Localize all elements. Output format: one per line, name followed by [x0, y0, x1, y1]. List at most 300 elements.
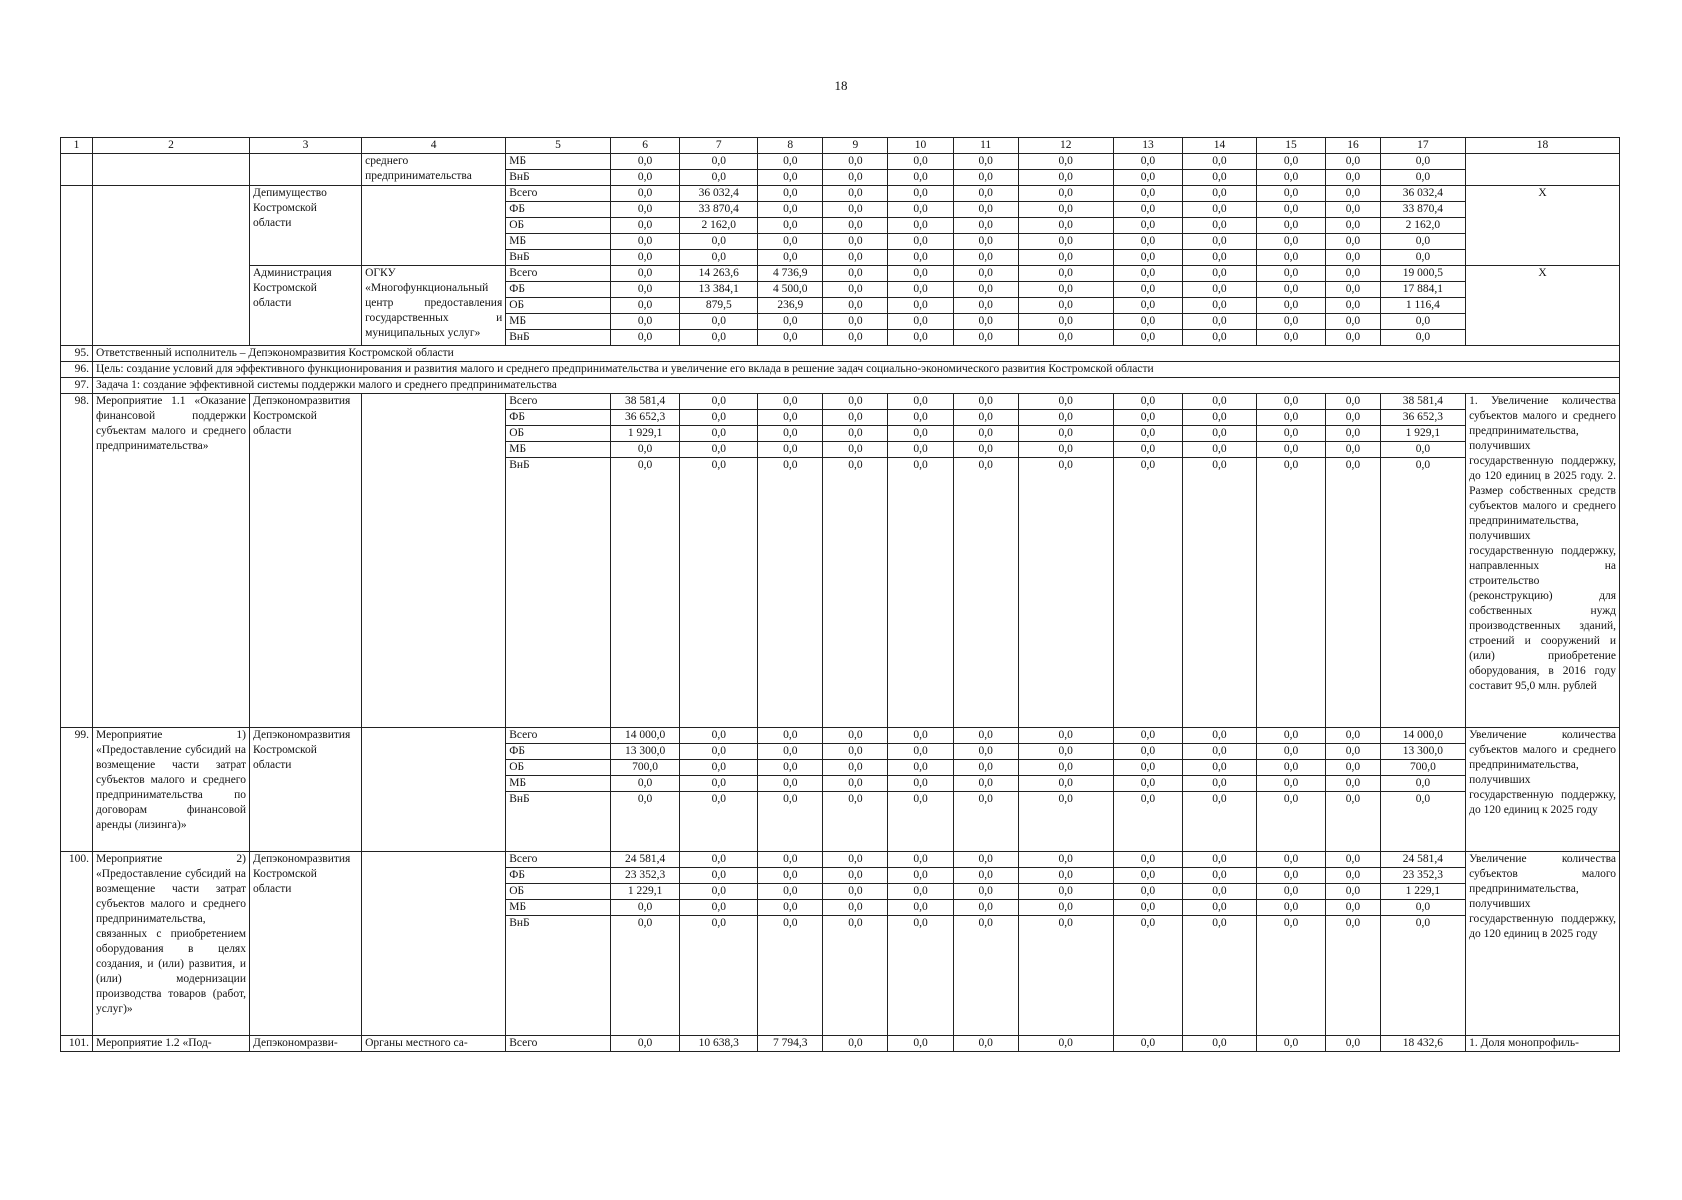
value-cell: 0,0: [680, 154, 758, 170]
column-header: 5: [506, 138, 611, 154]
result-cell: [1466, 154, 1620, 186]
column-header: 18: [1466, 138, 1620, 154]
value-cell: 0,0: [1380, 792, 1465, 852]
value-cell: 0,0: [1018, 792, 1113, 852]
result-cell: X: [1466, 186, 1620, 266]
budget-source: ФБ: [506, 282, 611, 298]
value-cell: 1 229,1: [610, 884, 679, 900]
value-cell: 0,0: [1256, 884, 1325, 900]
participant: [362, 852, 506, 1036]
value-cell: 0,0: [1183, 250, 1257, 266]
value-cell: 13 300,0: [1380, 744, 1465, 760]
value-cell: 0,0: [1256, 900, 1325, 916]
value-cell: 0,0: [1113, 394, 1182, 410]
value-cell: 0,0: [823, 458, 888, 728]
value-cell: 0,0: [953, 884, 1018, 900]
table-body: [61, 138, 1620, 1052]
value-cell: 0,0: [610, 1036, 679, 1052]
value-cell: 0,0: [823, 154, 888, 170]
value-cell: 0,0: [1256, 776, 1325, 792]
value-cell: 0,0: [1113, 186, 1182, 202]
value-cell: 0,0: [888, 760, 953, 776]
budget-source: Всего: [506, 728, 611, 744]
value-cell: 0,0: [1326, 314, 1380, 330]
column-header: 4: [362, 138, 506, 154]
value-cell: 0,0: [758, 426, 823, 442]
value-cell: 0,0: [758, 202, 823, 218]
budget-source: МБ: [506, 234, 611, 250]
value-cell: 0,0: [1380, 154, 1465, 170]
executor-cell: [249, 154, 361, 186]
value-cell: 700,0: [610, 760, 679, 776]
event-name: Мероприятие 1.2 «Под-: [93, 1036, 250, 1052]
value-cell: 0,0: [758, 916, 823, 1036]
value-cell: 0,0: [1113, 458, 1182, 728]
value-cell: 0,0: [610, 298, 679, 314]
value-cell: 0,0: [888, 884, 953, 900]
value-cell: 0,0: [1326, 728, 1380, 744]
value-cell: 0,0: [953, 916, 1018, 1036]
value-cell: 0,0: [680, 776, 758, 792]
value-cell: 0,0: [953, 426, 1018, 442]
value-cell: 0,0: [758, 394, 823, 410]
budget-source: ФБ: [506, 744, 611, 760]
row-number: 101.: [61, 1036, 93, 1052]
expected-result: 1. Доля монопрофиль-: [1466, 1036, 1620, 1052]
value-cell: 17 884,1: [1380, 282, 1465, 298]
value-cell: 0,0: [1326, 458, 1380, 728]
value-cell: 0,0: [610, 282, 679, 298]
budget-source: Всего: [506, 266, 611, 282]
value-cell: 1 116,4: [1380, 298, 1465, 314]
value-cell: 0,0: [610, 314, 679, 330]
value-cell: 0,0: [823, 868, 888, 884]
value-cell: 0,0: [823, 410, 888, 426]
value-cell: 0,0: [1113, 218, 1182, 234]
value-cell: 0,0: [1256, 760, 1325, 776]
value-cell: 0,0: [1183, 186, 1257, 202]
value-cell: 0,0: [823, 250, 888, 266]
participant-cell: среднего предпринимательства: [362, 154, 506, 186]
value-cell: 0,0: [953, 728, 1018, 744]
value-cell: 0,0: [1183, 234, 1257, 250]
value-cell: 0,0: [680, 916, 758, 1036]
value-cell: 0,0: [758, 234, 823, 250]
value-cell: 0,0: [1183, 442, 1257, 458]
result-cell: X: [1466, 266, 1620, 346]
budget-source: ВнБ: [506, 330, 611, 346]
value-cell: 0,0: [1183, 218, 1257, 234]
value-cell: 0,0: [953, 458, 1018, 728]
value-cell: 0,0: [1380, 170, 1465, 186]
row-number: 96.: [61, 362, 93, 378]
value-cell: 700,0: [1380, 760, 1465, 776]
value-cell: 0,0: [1018, 186, 1113, 202]
value-cell: 0,0: [1256, 250, 1325, 266]
value-cell: 0,0: [888, 442, 953, 458]
column-header: 7: [680, 138, 758, 154]
participant: Органы местного са-: [362, 1036, 506, 1052]
value-cell: 0,0: [758, 776, 823, 792]
value-cell: 0,0: [823, 186, 888, 202]
value-cell: 0,0: [758, 852, 823, 868]
value-cell: 0,0: [823, 170, 888, 186]
value-cell: 0,0: [823, 792, 888, 852]
table-row: [61, 154, 1620, 170]
value-cell: 0,0: [1380, 314, 1465, 330]
value-cell: 0,0: [680, 410, 758, 426]
budget-source: МБ: [506, 314, 611, 330]
value-cell: 0,0: [1113, 266, 1182, 282]
value-cell: 0,0: [1183, 330, 1257, 346]
value-cell: 0,0: [1113, 330, 1182, 346]
value-cell: 0,0: [1256, 426, 1325, 442]
value-cell: 0,0: [888, 394, 953, 410]
value-cell: 0,0: [758, 884, 823, 900]
value-cell: 0,0: [1380, 250, 1465, 266]
value-cell: 0,0: [888, 776, 953, 792]
value-cell: 0,0: [1113, 868, 1182, 884]
value-cell: 0,0: [1113, 314, 1182, 330]
budget-source: МБ: [506, 154, 611, 170]
value-cell: 0,0: [1183, 410, 1257, 426]
value-cell: 0,0: [1256, 218, 1325, 234]
value-cell: 0,0: [823, 442, 888, 458]
value-cell: 0,0: [888, 314, 953, 330]
event-name: Мероприятие 1.1 «Оказание финансовой поддержки субъектам малого и среднего предпринимательства»: [93, 394, 250, 728]
value-cell: 0,0: [1018, 330, 1113, 346]
value-cell: 0,0: [1326, 410, 1380, 426]
value-cell: 0,0: [680, 234, 758, 250]
value-cell: 0,0: [953, 868, 1018, 884]
value-cell: 0,0: [758, 744, 823, 760]
value-cell: 0,0: [888, 916, 953, 1036]
value-cell: 0,0: [1380, 776, 1465, 792]
value-cell: 0,0: [823, 744, 888, 760]
value-cell: 0,0: [1326, 298, 1380, 314]
value-cell: 0,0: [953, 234, 1018, 250]
value-cell: 0,0: [1113, 900, 1182, 916]
row-number: 97.: [61, 378, 93, 394]
value-cell: 0,0: [1018, 852, 1113, 868]
value-cell: 0,0: [1018, 410, 1113, 426]
value-cell: 0,0: [888, 234, 953, 250]
value-cell: 0,0: [680, 900, 758, 916]
value-cell: 236,9: [758, 298, 823, 314]
value-cell: 38 581,4: [1380, 394, 1465, 410]
column-header: 17: [1380, 138, 1465, 154]
budget-source: ВнБ: [506, 916, 611, 1036]
value-cell: 0,0: [1018, 868, 1113, 884]
value-cell: 0,0: [823, 776, 888, 792]
value-cell: 0,0: [1256, 728, 1325, 744]
value-cell: 0,0: [823, 760, 888, 776]
budget-source: ФБ: [506, 410, 611, 426]
value-cell: 0,0: [1326, 250, 1380, 266]
value-cell: 0,0: [758, 330, 823, 346]
value-cell: 0,0: [1183, 776, 1257, 792]
value-cell: 0,0: [680, 442, 758, 458]
value-cell: 0,0: [758, 868, 823, 884]
column-header: 9: [823, 138, 888, 154]
value-cell: 2 162,0: [1380, 218, 1465, 234]
value-cell: 0,0: [1113, 170, 1182, 186]
value-cell: 0,0: [953, 298, 1018, 314]
value-cell: 0,0: [1113, 442, 1182, 458]
table-row: [61, 852, 1620, 868]
row-number: 98.: [61, 394, 93, 728]
expected-result: 1. Увеличение количества субъектов малого и среднего предпринимательства, получивших государственную поддержку, до 120 единиц в 2025 году. 2. Размер собственных средств субъектов малого и среднего предпринимательства, получивших государственную поддержку, направленных на строительство (реконструкцию) для собственных нужд производственных зданий, строений и сооружений и (или) приобретение оборудования, в 2016 году составит 95,0 млн. рублей: [1466, 394, 1620, 728]
value-cell: 38 581,4: [610, 394, 679, 410]
value-cell: 0,0: [953, 394, 1018, 410]
value-cell: 0,0: [888, 410, 953, 426]
value-cell: 0,0: [1183, 728, 1257, 744]
value-cell: 0,0: [823, 1036, 888, 1052]
value-cell: 0,0: [1256, 314, 1325, 330]
value-cell: 0,0: [888, 186, 953, 202]
value-cell: 0,0: [1183, 900, 1257, 916]
value-cell: 0,0: [1113, 776, 1182, 792]
value-cell: 23 352,3: [610, 868, 679, 884]
executor: Депэкономразвития Костромской области: [249, 852, 361, 1036]
column-header: 11: [953, 138, 1018, 154]
value-cell: 0,0: [1018, 776, 1113, 792]
participant-cell: ОГКУ «Многофункциональный центр предоставления государственных и муниципальных услуг»: [362, 266, 506, 346]
event-name: Мероприятие 1) «Предоставление субсидий на возмещение части затрат субъектов малого и среднего предпринимательства по договорам финансовой аренды (лизинга)»: [93, 728, 250, 852]
value-cell: 0,0: [823, 314, 888, 330]
value-cell: 0,0: [1183, 298, 1257, 314]
budget-source: МБ: [506, 442, 611, 458]
table-row: [61, 266, 1620, 282]
value-cell: 33 870,4: [680, 202, 758, 218]
value-cell: 0,0: [1183, 394, 1257, 410]
budget-source: Всего: [506, 1036, 611, 1052]
value-cell: 0,0: [1018, 442, 1113, 458]
expected-result: Увеличение количества субъектов малого предпринимательства, получивших государственную поддержку, до 120 единиц в 2025 году: [1466, 852, 1620, 1036]
value-cell: 0,0: [1183, 1036, 1257, 1052]
value-cell: 0,0: [1018, 394, 1113, 410]
value-cell: 0,0: [1018, 458, 1113, 728]
value-cell: 0,0: [953, 250, 1018, 266]
value-cell: 0,0: [953, 330, 1018, 346]
value-cell: 0,0: [1113, 760, 1182, 776]
value-cell: 0,0: [758, 186, 823, 202]
value-cell: 0,0: [1183, 202, 1257, 218]
value-cell: 0,0: [680, 868, 758, 884]
value-cell: 0,0: [823, 298, 888, 314]
value-cell: 36 652,3: [610, 410, 679, 426]
row-number: 100.: [61, 852, 93, 1036]
value-cell: 4 736,9: [758, 266, 823, 282]
value-cell: 0,0: [1018, 282, 1113, 298]
section-text: Ответственный исполнитель – Депэкономразвития Костромской области: [93, 346, 1620, 362]
value-cell: 0,0: [953, 218, 1018, 234]
value-cell: 0,0: [1256, 458, 1325, 728]
value-cell: 0,0: [888, 282, 953, 298]
value-cell: 0,0: [1326, 884, 1380, 900]
value-cell: 0,0: [1380, 916, 1465, 1036]
column-header: 6: [610, 138, 679, 154]
value-cell: 0,0: [758, 760, 823, 776]
value-cell: 13 384,1: [680, 282, 758, 298]
value-cell: 0,0: [888, 170, 953, 186]
value-cell: 0,0: [1326, 916, 1380, 1036]
value-cell: 0,0: [888, 298, 953, 314]
value-cell: 36 652,3: [1380, 410, 1465, 426]
value-cell: 0,0: [610, 442, 679, 458]
value-cell: 0,0: [823, 330, 888, 346]
value-cell: 0,0: [823, 900, 888, 916]
budget-source: ФБ: [506, 202, 611, 218]
value-cell: 0,0: [1018, 760, 1113, 776]
value-cell: 0,0: [1326, 218, 1380, 234]
section-row: [61, 378, 1620, 394]
value-cell: 0,0: [1018, 900, 1113, 916]
value-cell: 0,0: [680, 458, 758, 728]
value-cell: 0,0: [1256, 298, 1325, 314]
budget-source: ОБ: [506, 298, 611, 314]
value-cell: 4 500,0: [758, 282, 823, 298]
value-cell: 0,0: [1018, 250, 1113, 266]
value-cell: 0,0: [1018, 202, 1113, 218]
value-cell: 0,0: [953, 776, 1018, 792]
row-number: 95.: [61, 346, 93, 362]
participant-cell: [362, 186, 506, 266]
value-cell: 0,0: [758, 442, 823, 458]
value-cell: 0,0: [1256, 868, 1325, 884]
value-cell: 879,5: [680, 298, 758, 314]
value-cell: 0,0: [1018, 426, 1113, 442]
value-cell: 0,0: [680, 884, 758, 900]
value-cell: 0,0: [1256, 282, 1325, 298]
value-cell: 0,0: [610, 170, 679, 186]
value-cell: 0,0: [1183, 916, 1257, 1036]
value-cell: 0,0: [1380, 458, 1465, 728]
participant: [362, 728, 506, 852]
event-name: Мероприятие 2) «Предоставление субсидий на возмещение части затрат субъектов малого и среднего предпринимательства, связанных с приобретением оборудования в целях создания, и (или) развития, и (или) модернизации производства товаров (работ, услуг)»: [93, 852, 250, 1036]
value-cell: 0,0: [680, 760, 758, 776]
value-cell: 14 000,0: [610, 728, 679, 744]
value-cell: 0,0: [1256, 266, 1325, 282]
value-cell: 0,0: [1380, 234, 1465, 250]
value-cell: 0,0: [1380, 900, 1465, 916]
value-cell: 0,0: [953, 1036, 1018, 1052]
column-header: 2: [93, 138, 250, 154]
value-cell: 0,0: [758, 154, 823, 170]
value-cell: 0,0: [823, 728, 888, 744]
value-cell: 0,0: [610, 916, 679, 1036]
column-header: 1: [61, 138, 93, 154]
value-cell: 0,0: [1018, 314, 1113, 330]
value-cell: 0,0: [610, 776, 679, 792]
value-cell: 1 929,1: [610, 426, 679, 442]
value-cell: 0,0: [1113, 916, 1182, 1036]
budget-source: Всего: [506, 394, 611, 410]
value-cell: 0,0: [1326, 170, 1380, 186]
value-cell: 24 581,4: [1380, 852, 1465, 868]
value-cell: 0,0: [1018, 170, 1113, 186]
value-cell: 0,0: [610, 234, 679, 250]
value-cell: 0,0: [1326, 744, 1380, 760]
value-cell: 0,0: [1018, 154, 1113, 170]
event-name-cell: [93, 154, 250, 186]
value-cell: 0,0: [1256, 1036, 1325, 1052]
value-cell: 0,0: [888, 426, 953, 442]
value-cell: 0,0: [758, 170, 823, 186]
value-cell: 0,0: [610, 250, 679, 266]
value-cell: 0,0: [1256, 186, 1325, 202]
value-cell: 0,0: [1256, 330, 1325, 346]
value-cell: 0,0: [888, 218, 953, 234]
participant: [362, 394, 506, 728]
budget-source: Всего: [506, 852, 611, 868]
value-cell: 0,0: [1113, 202, 1182, 218]
value-cell: 0,0: [1256, 234, 1325, 250]
row-number-cell: [61, 154, 93, 186]
value-cell: 0,0: [1326, 1036, 1380, 1052]
value-cell: 0,0: [1018, 916, 1113, 1036]
value-cell: 23 352,3: [1380, 868, 1465, 884]
value-cell: 0,0: [758, 458, 823, 728]
value-cell: 0,0: [1018, 266, 1113, 282]
value-cell: 0,0: [680, 852, 758, 868]
value-cell: 0,0: [610, 186, 679, 202]
value-cell: 0,0: [953, 442, 1018, 458]
executor: Депэкономразвития Костромской области: [249, 394, 361, 728]
budget-source: ВнБ: [506, 250, 611, 266]
value-cell: 0,0: [1326, 282, 1380, 298]
value-cell: 18 432,6: [1380, 1036, 1465, 1052]
value-cell: 14 263,6: [680, 266, 758, 282]
value-cell: 0,0: [1113, 744, 1182, 760]
value-cell: 0,0: [1018, 1036, 1113, 1052]
value-cell: 0,0: [1256, 394, 1325, 410]
value-cell: 0,0: [888, 154, 953, 170]
value-cell: 0,0: [1183, 458, 1257, 728]
value-cell: 0,0: [1326, 426, 1380, 442]
row-number-cell: [61, 186, 93, 346]
value-cell: 0,0: [610, 792, 679, 852]
value-cell: 0,0: [888, 1036, 953, 1052]
value-cell: 0,0: [680, 330, 758, 346]
value-cell: 0,0: [1018, 298, 1113, 314]
value-cell: 0,0: [680, 170, 758, 186]
value-cell: 0,0: [1183, 282, 1257, 298]
value-cell: 0,0: [1113, 410, 1182, 426]
value-cell: 0,0: [758, 792, 823, 852]
row-number: 99.: [61, 728, 93, 852]
value-cell: 0,0: [823, 426, 888, 442]
value-cell: 0,0: [1380, 442, 1465, 458]
value-cell: 0,0: [1326, 442, 1380, 458]
value-cell: 0,0: [953, 900, 1018, 916]
value-cell: 0,0: [1183, 170, 1257, 186]
value-cell: 0,0: [823, 202, 888, 218]
value-cell: 0,0: [1256, 154, 1325, 170]
table-row: [61, 394, 1620, 410]
value-cell: 0,0: [953, 760, 1018, 776]
value-cell: 7 794,3: [758, 1036, 823, 1052]
value-cell: 0,0: [1256, 792, 1325, 852]
column-header: 14: [1183, 138, 1257, 154]
column-header: 15: [1256, 138, 1325, 154]
value-cell: 0,0: [1326, 776, 1380, 792]
value-cell: 0,0: [953, 792, 1018, 852]
value-cell: 0,0: [1256, 410, 1325, 426]
table-row: [61, 728, 1620, 744]
value-cell: 0,0: [823, 852, 888, 868]
value-cell: 0,0: [1183, 154, 1257, 170]
